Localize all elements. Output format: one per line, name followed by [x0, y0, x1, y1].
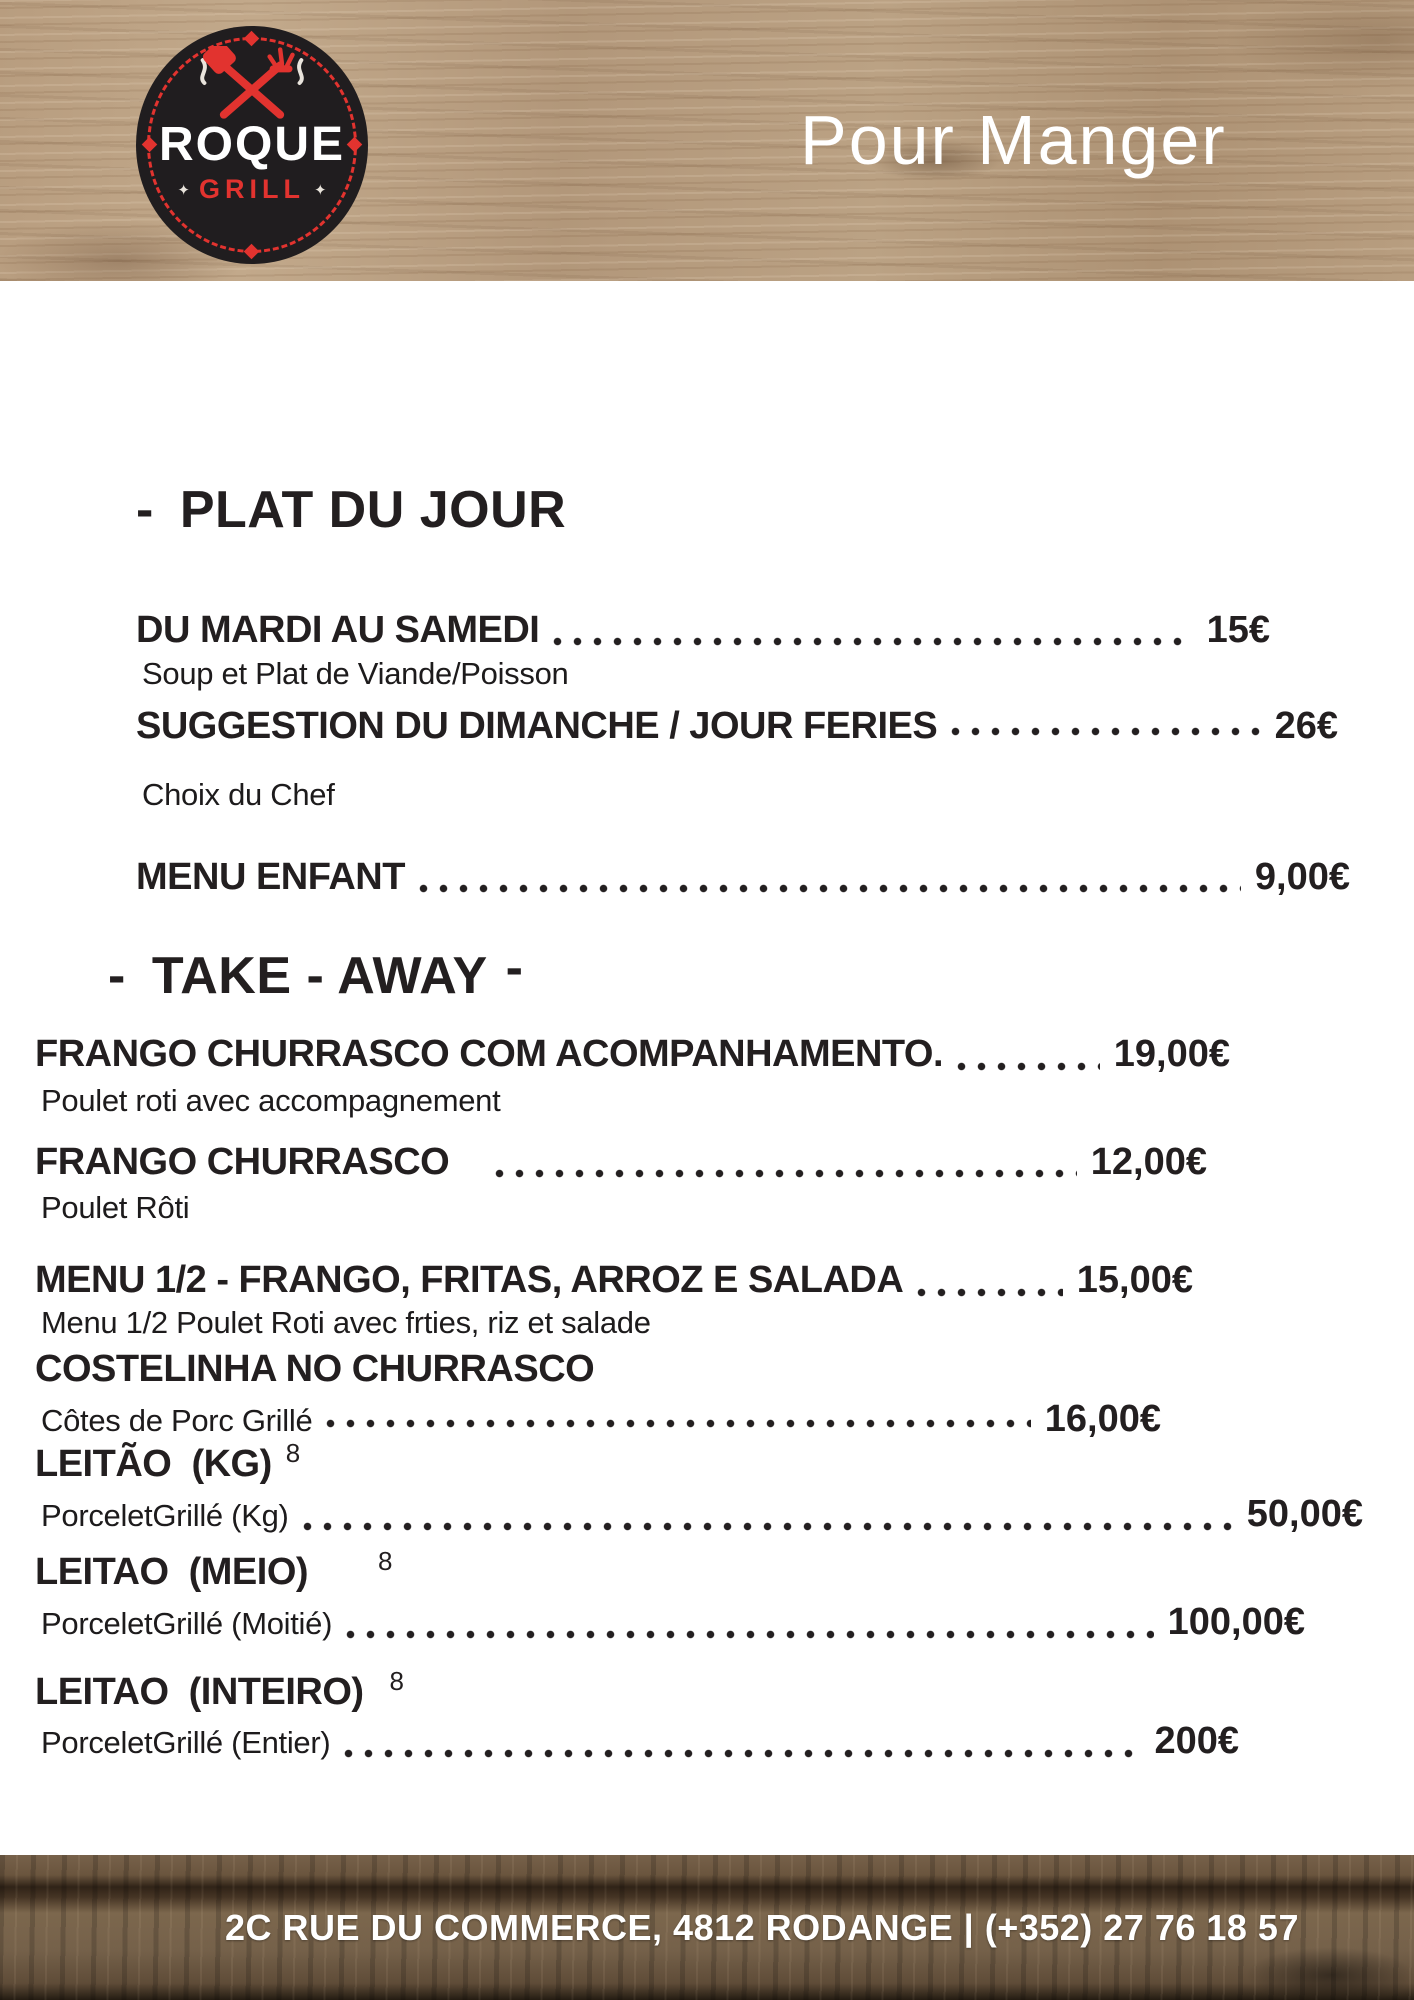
- menu-item-title: MENU ENFANT: [136, 855, 405, 898]
- menu-item-subtitle: Poulet Rôti: [41, 1190, 190, 1226]
- dotted-leader: [495, 1169, 1077, 1178]
- menu-item-subtitle: Côtes de Porc Grillé: [41, 1402, 313, 1438]
- logo-subrow: [177, 174, 326, 205]
- section-heading-take-away: [108, 939, 1414, 1006]
- menu-item-footnote: 8: [378, 1545, 393, 1576]
- menu-item-price-row: [35, 1494, 1363, 1536]
- menu-item-row: [35, 1349, 1414, 1391]
- menu-item-row: [35, 1260, 1193, 1302]
- menu-item-price-row: [35, 1721, 1239, 1763]
- menu-item-title: MENU 1/2 - FRANGO, FRITAS, ARROZ E SALADA: [35, 1259, 904, 1302]
- menu-item-price: 15,00€: [1076, 1259, 1193, 1302]
- menu-item-row: [136, 610, 1270, 652]
- diamond-ornament: [142, 137, 158, 153]
- take-away-items: [35, 1034, 1414, 1763]
- plat-du-jour-items: [136, 610, 1414, 899]
- menu-item-subtitle: PorceletGrillé (Kg): [41, 1498, 289, 1534]
- diamond-ornament: [244, 244, 260, 260]
- dotted-leader: [951, 727, 1260, 736]
- section-heading-plat-du-jour: [136, 483, 1414, 538]
- menu-item-title: DU MARDI AU SAMEDI: [136, 608, 540, 651]
- menu-item-footnote: 8: [389, 1665, 405, 1696]
- menu-item-price: 26€: [1274, 705, 1338, 748]
- menu-item-row: [35, 1034, 1230, 1076]
- menu-item-row: [35, 1665, 1414, 1714]
- menu-item-price: 100,00€: [1167, 1600, 1305, 1643]
- menu-item-title: LEITAO (MEIO): [35, 1550, 309, 1593]
- menu-item-row: [136, 706, 1338, 748]
- menu-item-price: 12,00€: [1090, 1140, 1207, 1183]
- diamond-ornament: [347, 137, 363, 153]
- menu-item-title: SUGGESTION DU DIMANCHE / JOUR FERIES: [136, 705, 938, 748]
- menu-item-title: FRANGO CHURRASCO: [35, 1140, 450, 1183]
- heading-dash: -: [505, 939, 524, 998]
- menu-item-subtitle: Choix du Chef: [142, 776, 335, 812]
- page-title: Pour Manger: [800, 101, 1227, 179]
- menu-content: [0, 281, 1414, 1855]
- logo-name: ROQUE: [158, 118, 345, 171]
- menu-item-price-row: [35, 1399, 1161, 1441]
- menu-item-row: [136, 857, 1350, 899]
- menu-item-price: 50,00€: [1246, 1493, 1363, 1536]
- dotted-leader: [326, 1419, 1030, 1428]
- footer-wood-banner: [0, 1855, 1414, 2000]
- menu-item-price-row: [35, 1602, 1305, 1644]
- menu-item-title: FRANGO CHURRASCO COM ACOMPANHAMENTO.: [35, 1033, 944, 1076]
- menu-item-subtitle: Poulet roti avec accompagnement: [41, 1082, 501, 1118]
- dotted-leader: [344, 1749, 1140, 1758]
- menu-item-price: 15€: [1206, 608, 1270, 651]
- menu-item-title: LEITAO (INTEIRO): [35, 1670, 364, 1713]
- menu-item-row: [35, 1142, 1207, 1184]
- heading-dash: -: [136, 481, 154, 539]
- menu-item-row: [35, 1545, 1414, 1594]
- star-icon: ✦: [314, 181, 327, 199]
- menu-item-title: LEITÃO (KG): [35, 1443, 272, 1486]
- menu-item-footnote: 8: [285, 1438, 301, 1469]
- roque-grill-logo: [136, 26, 368, 264]
- menu-item-row: [35, 1438, 1414, 1486]
- menu-item-price: 9,00€: [1254, 855, 1350, 898]
- menu-item-subtitle: PorceletGrillé (Moitié): [41, 1605, 333, 1641]
- heading-text: TAKE - AWAY: [151, 947, 488, 1006]
- dotted-leader: [957, 1062, 1100, 1071]
- dotted-leader: [553, 637, 1192, 646]
- menu-item-title: COSTELINHA NO CHURRASCO: [35, 1347, 595, 1390]
- menu-item-price: 16,00€: [1044, 1397, 1161, 1440]
- menu-item-subtitle: Soup et Plat de Viande/Poisson: [142, 656, 569, 692]
- logo-subname: GRILL: [199, 174, 305, 205]
- menu-item-subtitle: PorceletGrillé (Entier): [41, 1725, 331, 1761]
- diamond-ornament: [244, 31, 260, 47]
- header-wood-banner: [0, 0, 1414, 281]
- menu-item-price: 19,00€: [1113, 1033, 1230, 1076]
- star-icon: ✦: [177, 181, 190, 199]
- heading-dash: -: [108, 947, 126, 1006]
- dotted-leader: [346, 1630, 1154, 1639]
- menu-item-subtitle: Menu 1/2 Poulet Roti avec frties, riz et salade: [41, 1304, 651, 1340]
- address-phone: 2C RUE DU COMMERCE, 4812 RODANGE | (+352) 27 76 18 57: [225, 1906, 1299, 1948]
- dotted-leader: [419, 884, 1241, 893]
- dotted-leader: [303, 1522, 1233, 1531]
- crossed-spatula-fork-icon: [188, 46, 316, 120]
- heading-text: PLAT DU JOUR: [179, 481, 567, 539]
- menu-item-price: 200€: [1154, 1720, 1239, 1763]
- dotted-leader: [917, 1288, 1062, 1297]
